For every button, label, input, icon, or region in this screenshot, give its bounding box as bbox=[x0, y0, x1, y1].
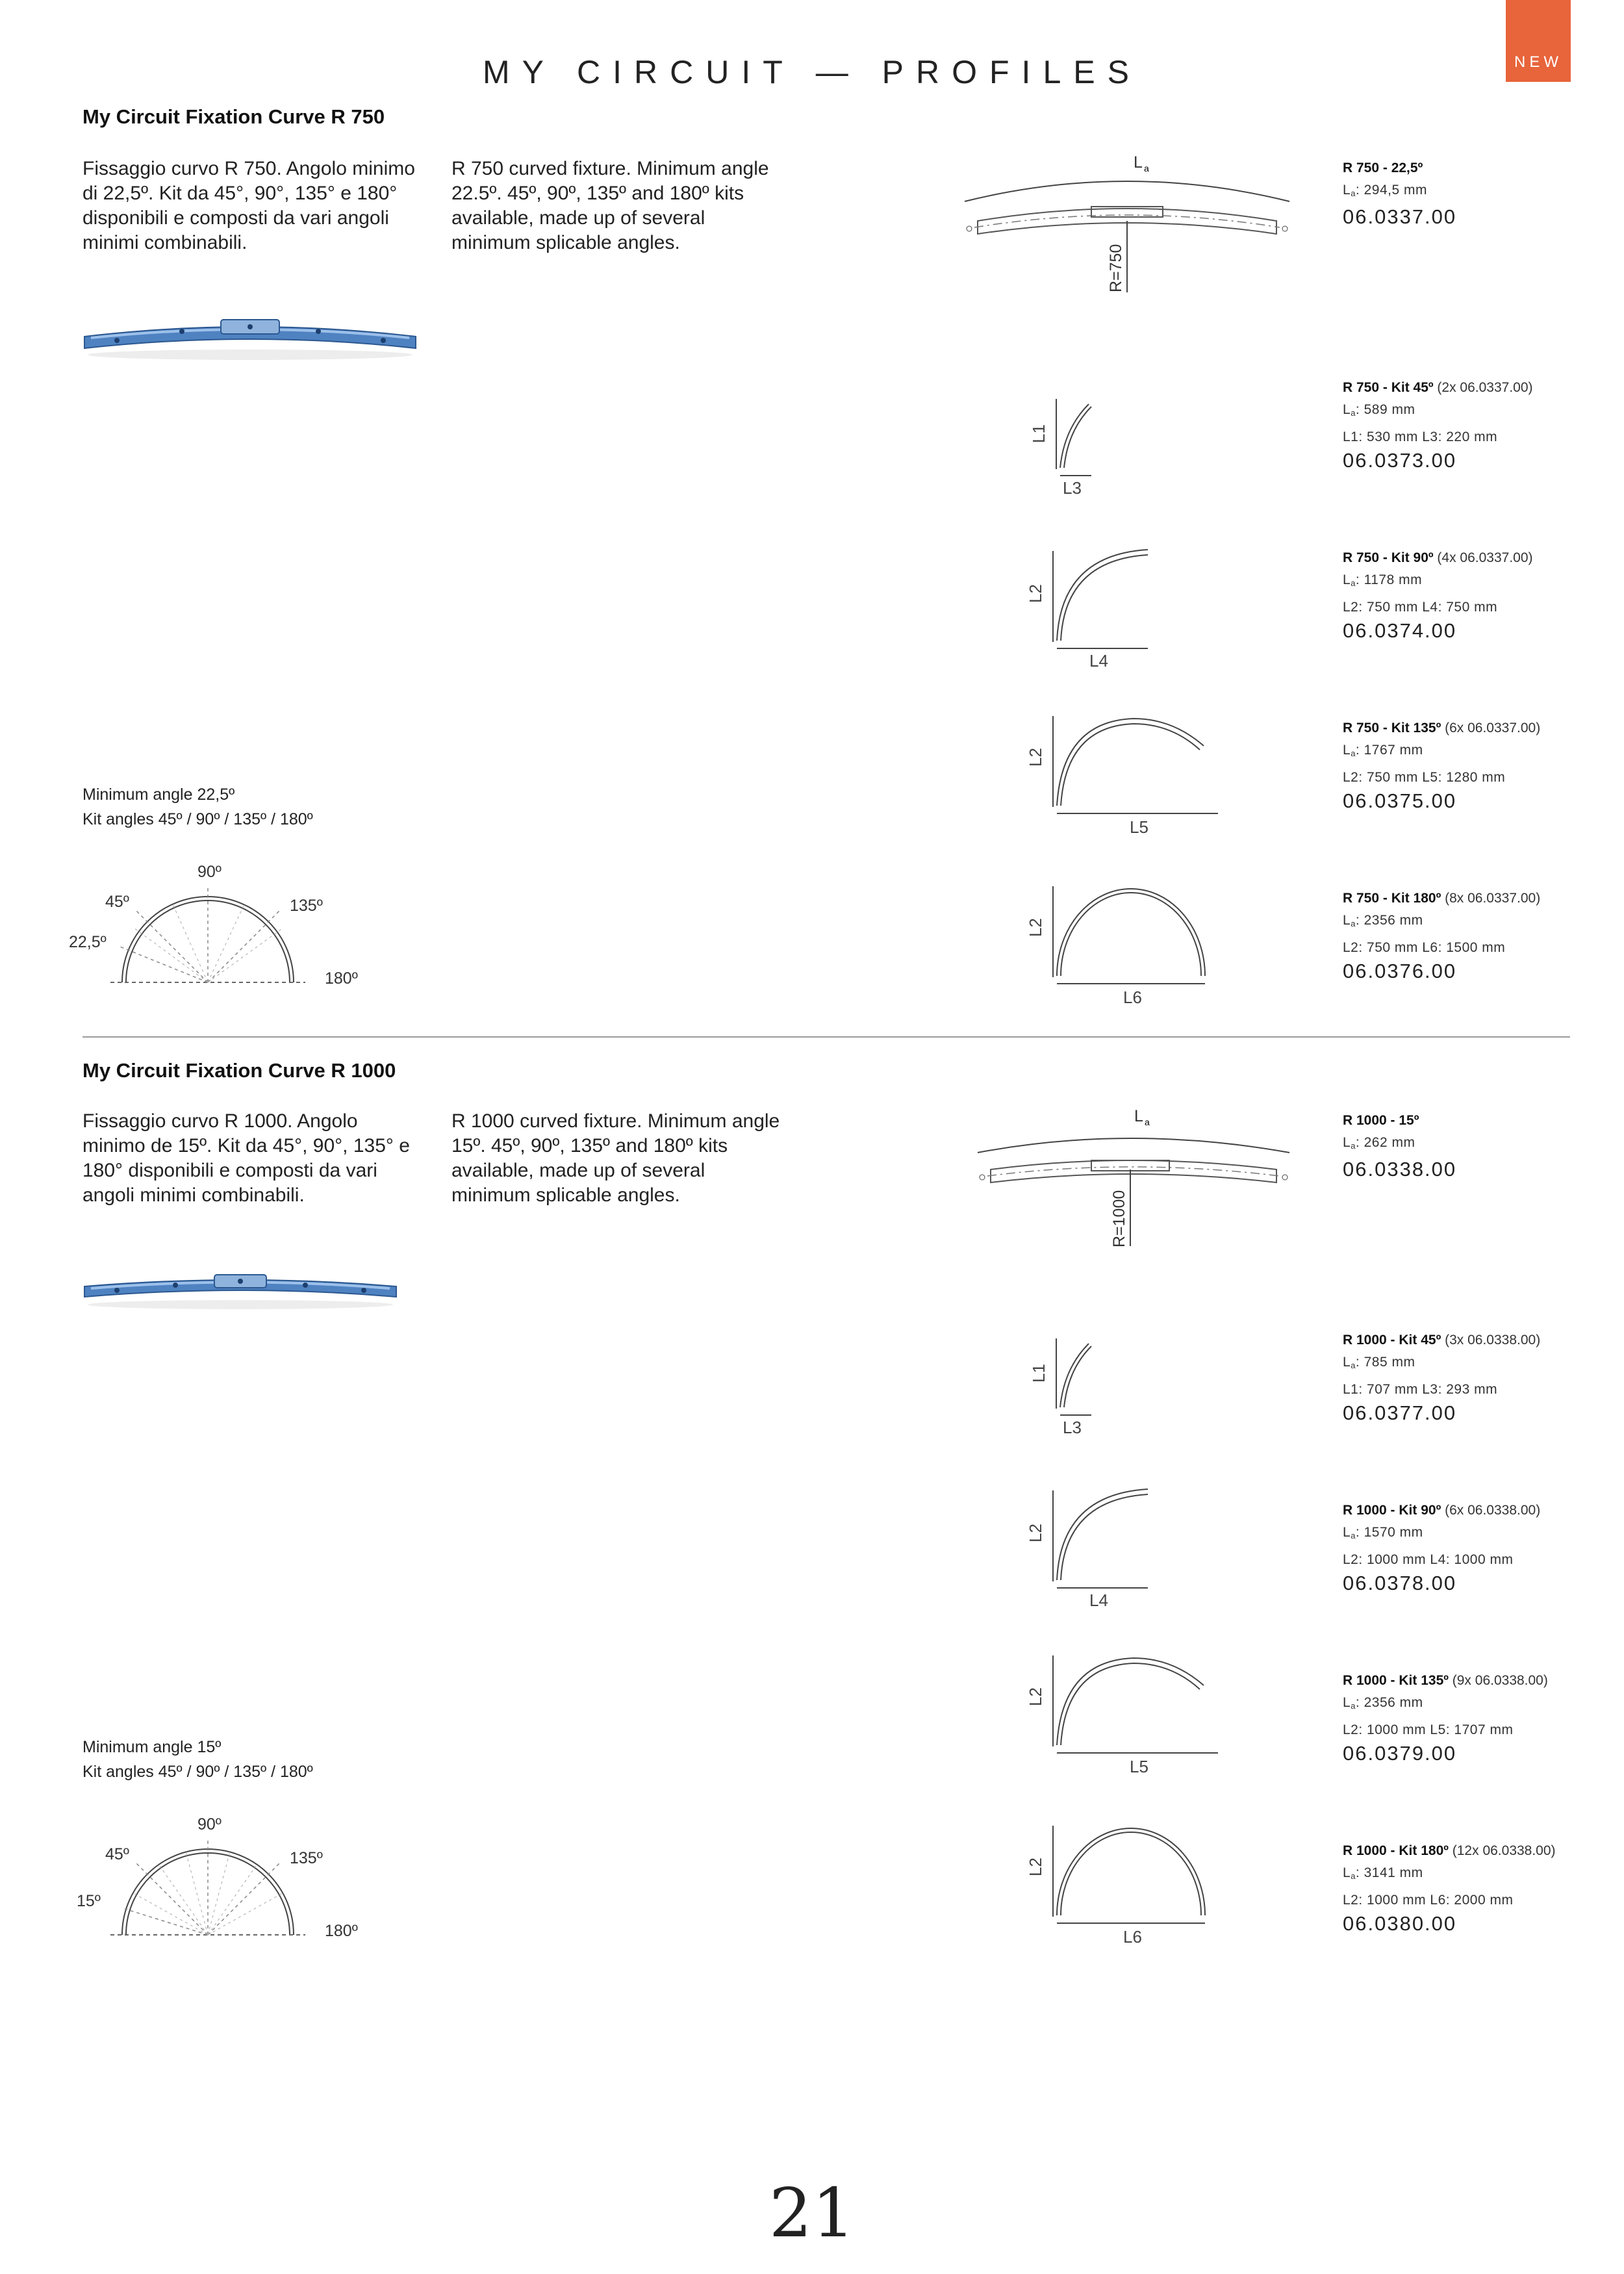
spec-code: 06.0338.00 bbox=[1343, 1158, 1457, 1181]
description-english-r1000: R 1000 curved fixture. Minimum angle 15º. 45º, 90º, 135º and 180º kits available, made up of several minimum splicable angles. bbox=[451, 1110, 780, 1206]
spec-r750-kit45: R 750 - Kit 45º (2x 06.0337.00) $L_a$: 589 mm L1: 530 mm L3: 220 mm 06.0373.00 bbox=[1343, 378, 1616, 472]
kit-135-drawing-r1000 bbox=[1023, 1649, 1231, 1785]
angle-diagram-r750 bbox=[65, 858, 377, 1001]
spec-extra: (2x 06.0337.00) bbox=[1433, 380, 1533, 395]
spec-la: : 262 mm bbox=[1355, 1135, 1415, 1150]
svg-text:15º: 15º bbox=[77, 1892, 101, 1910]
description-english-r750: R 750 curved fixture. Minimum angle 22.5º. 45º, 90º, 135º and 180º kits available, made up of several minimum splicable angles. bbox=[451, 158, 769, 253]
svg-text:a: a bbox=[1144, 163, 1149, 173]
svg-text:L5: L5 bbox=[1130, 817, 1148, 837]
svg-text:L3: L3 bbox=[1063, 1418, 1082, 1437]
spec-la: : 1178 mm bbox=[1355, 572, 1423, 587]
svg-text:L5: L5 bbox=[1130, 1757, 1148, 1776]
spec-extra: (8x 06.0337.00) bbox=[1441, 891, 1541, 906]
svg-text:L2: L2 bbox=[1026, 1858, 1045, 1876]
min-angle-text: Minimum angle 22,5º bbox=[82, 786, 235, 804]
spec-la: : 3141 mm bbox=[1355, 1865, 1423, 1880]
svg-text:L1: L1 bbox=[1029, 1364, 1048, 1383]
spec-name: R 1000 - 15º bbox=[1343, 1113, 1419, 1128]
spec-name: R 1000 - Kit 135º bbox=[1343, 1673, 1449, 1688]
svg-text:180º: 180º bbox=[325, 969, 358, 988]
la-sub: a bbox=[1351, 1141, 1356, 1151]
la-sub: a bbox=[1351, 1531, 1356, 1540]
svg-text:R=750: R=750 bbox=[1107, 244, 1125, 292]
spec-la: : 589 mm bbox=[1355, 402, 1415, 417]
spec-dims: L2: 750 mm L4: 750 mm bbox=[1343, 600, 1498, 615]
svg-text:R=1000: R=1000 bbox=[1110, 1190, 1128, 1247]
spec-extra: (6x 06.0337.00) bbox=[1441, 721, 1541, 735]
kit-90-drawing-r1000 bbox=[1023, 1479, 1186, 1615]
svg-text:L: L bbox=[1134, 153, 1143, 172]
spec-extra: (9x 06.0338.00) bbox=[1448, 1673, 1548, 1688]
la-sub: a bbox=[1351, 1871, 1356, 1881]
spec-code: 06.0376.00 bbox=[1343, 960, 1457, 982]
spec-dims: L2: 1000 mm L6: 2000 mm bbox=[1343, 1893, 1514, 1908]
spec-code: 06.0374.00 bbox=[1343, 619, 1457, 642]
la-sub: a bbox=[1351, 1701, 1356, 1711]
svg-text:L: L bbox=[1134, 1107, 1143, 1125]
spec-name: R 1000 - Kit 180º bbox=[1343, 1843, 1449, 1858]
page-title: MY CIRCUIT — PROFILES bbox=[483, 54, 1141, 90]
svg-text:45º: 45º bbox=[105, 1845, 129, 1863]
spec-name: R 750 - Kit 135º bbox=[1343, 721, 1441, 735]
spec-extra: (12x 06.0338.00) bbox=[1448, 1843, 1556, 1858]
kit-angles-text: Kit angles 45º / 90º / 135º / 180º bbox=[82, 810, 313, 828]
spec-dims: L2: 1000 mm L5: 1707 mm bbox=[1343, 1722, 1514, 1737]
la-sub: a bbox=[1351, 188, 1356, 198]
profile-drawing-r1000 bbox=[974, 1098, 1299, 1254]
section-separator bbox=[82, 1036, 1570, 1038]
spec-r1000-kit45: R 1000 - Kit 45º (3x 06.0338.00) $L_a$: 785 mm L1: 707 mm L3: 293 mm 06.0377.00 bbox=[1343, 1331, 1616, 1425]
spec-dims: L1: 530 mm L3: 220 mm bbox=[1343, 429, 1498, 444]
svg-text:135º: 135º bbox=[290, 1849, 323, 1867]
spec-dims: L2: 1000 mm L4: 1000 mm bbox=[1343, 1552, 1514, 1567]
spec-code: 06.0337.00 bbox=[1343, 205, 1457, 228]
la-sub: a bbox=[1351, 578, 1356, 588]
blue-curved-profile-icon bbox=[78, 312, 422, 364]
spec-code: 06.0377.00 bbox=[1343, 1401, 1457, 1424]
spec-r750-base: R 750 - 22,5º $L_a$: 294,5 mm 06.0337.00 bbox=[1343, 159, 1616, 229]
kit-45-drawing-r750 bbox=[1026, 390, 1098, 500]
svg-text:L2: L2 bbox=[1026, 1524, 1045, 1542]
spec-r750-kit180: R 750 - Kit 180º (8x 06.0337.00) $L_a$: 2356 mm L2: 750 mm L6: 1500 mm 06.0376.00 bbox=[1343, 889, 1616, 983]
page-number: 21 bbox=[768, 2173, 856, 2253]
kit-180-drawing-r750 bbox=[1023, 880, 1237, 1016]
kit-180-drawing-r1000 bbox=[1023, 1819, 1237, 1956]
spec-code: 06.0379.00 bbox=[1343, 1742, 1457, 1765]
new-badge: NEW bbox=[1506, 0, 1571, 82]
min-angle-text: Minimum angle 15º bbox=[82, 1738, 222, 1756]
spec-r750-kit135: R 750 - Kit 135º (6x 06.0337.00) $L_a$: 1767 mm L2: 750 mm L5: 1280 mm 06.0375.00 bbox=[1343, 719, 1616, 813]
spec-la: : 1570 mm bbox=[1355, 1525, 1423, 1540]
kit-135-drawing-r750 bbox=[1023, 709, 1231, 846]
spec-name: R 750 - Kit 45º bbox=[1343, 380, 1434, 395]
svg-text:L1: L1 bbox=[1029, 424, 1048, 443]
spec-la: : 1767 mm bbox=[1355, 743, 1423, 758]
kit-angles-text: Kit angles 45º / 90º / 135º / 180º bbox=[82, 1763, 313, 1781]
svg-text:L2: L2 bbox=[1026, 918, 1045, 937]
section-title-r750: My Circuit Fixation Curve R 750 bbox=[82, 105, 385, 128]
spec-r1000-base: R 1000 - 15º $L_a$: 262 mm 06.0338.00 bbox=[1343, 1111, 1616, 1181]
spec-r1000-kit135: R 1000 - Kit 135º (9x 06.0338.00) $L_a$: 2356 mm L2: 1000 mm L5: 1707 mm 06.0379.00 bbox=[1343, 1671, 1616, 1765]
spec-code: 06.0378.00 bbox=[1343, 1572, 1457, 1594]
spec-dims: L2: 750 mm L6: 1500 mm bbox=[1343, 940, 1506, 955]
la-sub: a bbox=[1351, 1361, 1356, 1370]
description-italian-r750: Fissaggio curvo R 750. Angolo minimo di 22,5º. Kit da 45°, 90°, 135° e 180° disponibili e composti da vari angoli minimi combinabili. bbox=[82, 158, 415, 253]
spec-name: R 750 - Kit 90º bbox=[1343, 550, 1434, 565]
svg-text:L2: L2 bbox=[1026, 748, 1045, 767]
svg-text:180º: 180º bbox=[325, 1922, 358, 1940]
la-sub: a bbox=[1351, 919, 1356, 928]
svg-text:L4: L4 bbox=[1089, 651, 1108, 671]
svg-text:L4: L4 bbox=[1089, 1591, 1108, 1610]
blue-curved-profile-icon bbox=[78, 1267, 403, 1312]
angle-note-r1000 bbox=[82, 1735, 313, 1784]
spec-name: R 750 - Kit 180º bbox=[1343, 891, 1441, 906]
svg-text:L6: L6 bbox=[1123, 1927, 1142, 1947]
spec-dims: L1: 707 mm L3: 293 mm bbox=[1343, 1382, 1498, 1397]
spec-extra: (4x 06.0337.00) bbox=[1433, 550, 1533, 565]
spec-la: : 2356 mm bbox=[1355, 1695, 1423, 1710]
angle-note-r750 bbox=[82, 782, 313, 832]
spec-dims: L2: 750 mm L5: 1280 mm bbox=[1343, 770, 1506, 785]
svg-text:45º: 45º bbox=[105, 893, 129, 911]
kit-90-drawing-r750 bbox=[1023, 539, 1186, 676]
spec-la: : 2356 mm bbox=[1355, 913, 1423, 928]
spec-extra: (3x 06.0338.00) bbox=[1441, 1333, 1541, 1348]
svg-text:22,5º: 22,5º bbox=[69, 933, 107, 951]
spec-name: R 750 - 22,5º bbox=[1343, 160, 1423, 175]
kit-45-drawing-r1000 bbox=[1026, 1329, 1098, 1440]
spec-code: 06.0375.00 bbox=[1343, 789, 1457, 812]
profile-drawing-r750 bbox=[961, 144, 1299, 300]
spec-r1000-kit90: R 1000 - Kit 90º (6x 06.0338.00) $L_a$: 1570 mm L2: 1000 mm L4: 1000 mm 06.0378.00 bbox=[1343, 1501, 1616, 1595]
la-sub: a bbox=[1351, 408, 1356, 418]
spec-name: R 1000 - Kit 45º bbox=[1343, 1333, 1441, 1348]
description-italian-r1000: Fissaggio curvo R 1000. Angolo minimo de 15º. Kit da 45°, 90°, 135° e 180° disponibili e composti da vari angoli minimi combinabili. bbox=[82, 1110, 410, 1206]
svg-text:L2: L2 bbox=[1026, 1687, 1045, 1706]
spec-code: 06.0380.00 bbox=[1343, 1912, 1457, 1935]
svg-text:90º: 90º bbox=[197, 1815, 222, 1833]
spec-la: : 785 mm bbox=[1355, 1355, 1415, 1370]
svg-text:135º: 135º bbox=[290, 897, 323, 915]
spec-name: R 1000 - Kit 90º bbox=[1343, 1503, 1441, 1518]
spec-la: : 294,5 mm bbox=[1355, 183, 1427, 198]
spec-r1000-kit180: R 1000 - Kit 180º (12x 06.0338.00) $L_a$: 3141 mm L2: 1000 mm L6: 2000 mm 06.0380.00 bbox=[1343, 1841, 1616, 1935]
la-sub: a bbox=[1351, 748, 1356, 758]
svg-text:L6: L6 bbox=[1123, 988, 1142, 1007]
svg-text:L3: L3 bbox=[1063, 478, 1082, 498]
spec-code: 06.0373.00 bbox=[1343, 449, 1457, 472]
spec-r750-kit90: R 750 - Kit 90º (4x 06.0337.00) $L_a$: 1178 mm L2: 750 mm L4: 750 mm 06.0374.00 bbox=[1343, 548, 1616, 643]
section-title-r1000: My Circuit Fixation Curve R 1000 bbox=[82, 1059, 396, 1082]
spec-extra: (6x 06.0338.00) bbox=[1441, 1503, 1541, 1518]
angle-diagram-r1000 bbox=[65, 1810, 377, 1953]
svg-text:L2: L2 bbox=[1026, 584, 1045, 603]
svg-text:a: a bbox=[1145, 1117, 1150, 1127]
svg-text:90º: 90º bbox=[197, 863, 222, 881]
